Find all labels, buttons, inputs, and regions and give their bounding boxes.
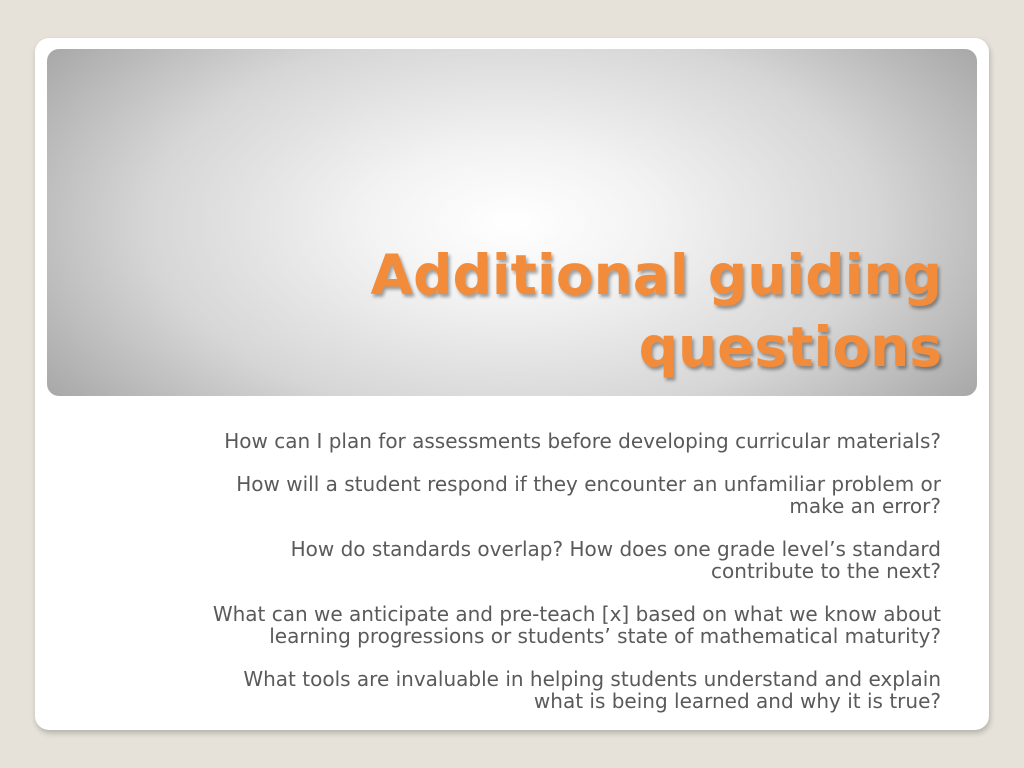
question-item xyxy=(81,538,941,582)
question-line: How do standards overlap? How does one grade level’s standard xyxy=(290,537,941,561)
question-line: What tools are invaluable in helping students understand and explain xyxy=(243,667,941,691)
question-line: make an error? xyxy=(789,494,941,518)
question-line: What can we anticipate and pre-teach [x] based on what we know about xyxy=(212,602,941,626)
question-item xyxy=(81,430,941,452)
slide-card xyxy=(35,38,989,730)
question-item xyxy=(81,473,941,517)
slide-title-line: Additional guiding xyxy=(370,243,942,307)
question-item xyxy=(81,603,941,647)
question-line: contribute to the next? xyxy=(711,559,941,583)
question-line: How will a student respond if they encounter an unfamiliar problem or xyxy=(236,472,941,496)
question-line: what is being learned and why it is true? xyxy=(533,689,941,713)
question-line: learning progressions or students’ state of mathematical maturity? xyxy=(269,624,941,648)
question-line: How can I plan for assessments before developing curricular materials? xyxy=(224,429,941,453)
slide-title xyxy=(371,239,942,383)
question-item xyxy=(81,668,941,712)
title-panel xyxy=(47,49,977,396)
slide-title-line: questions xyxy=(638,315,942,379)
questions-list xyxy=(81,430,941,733)
